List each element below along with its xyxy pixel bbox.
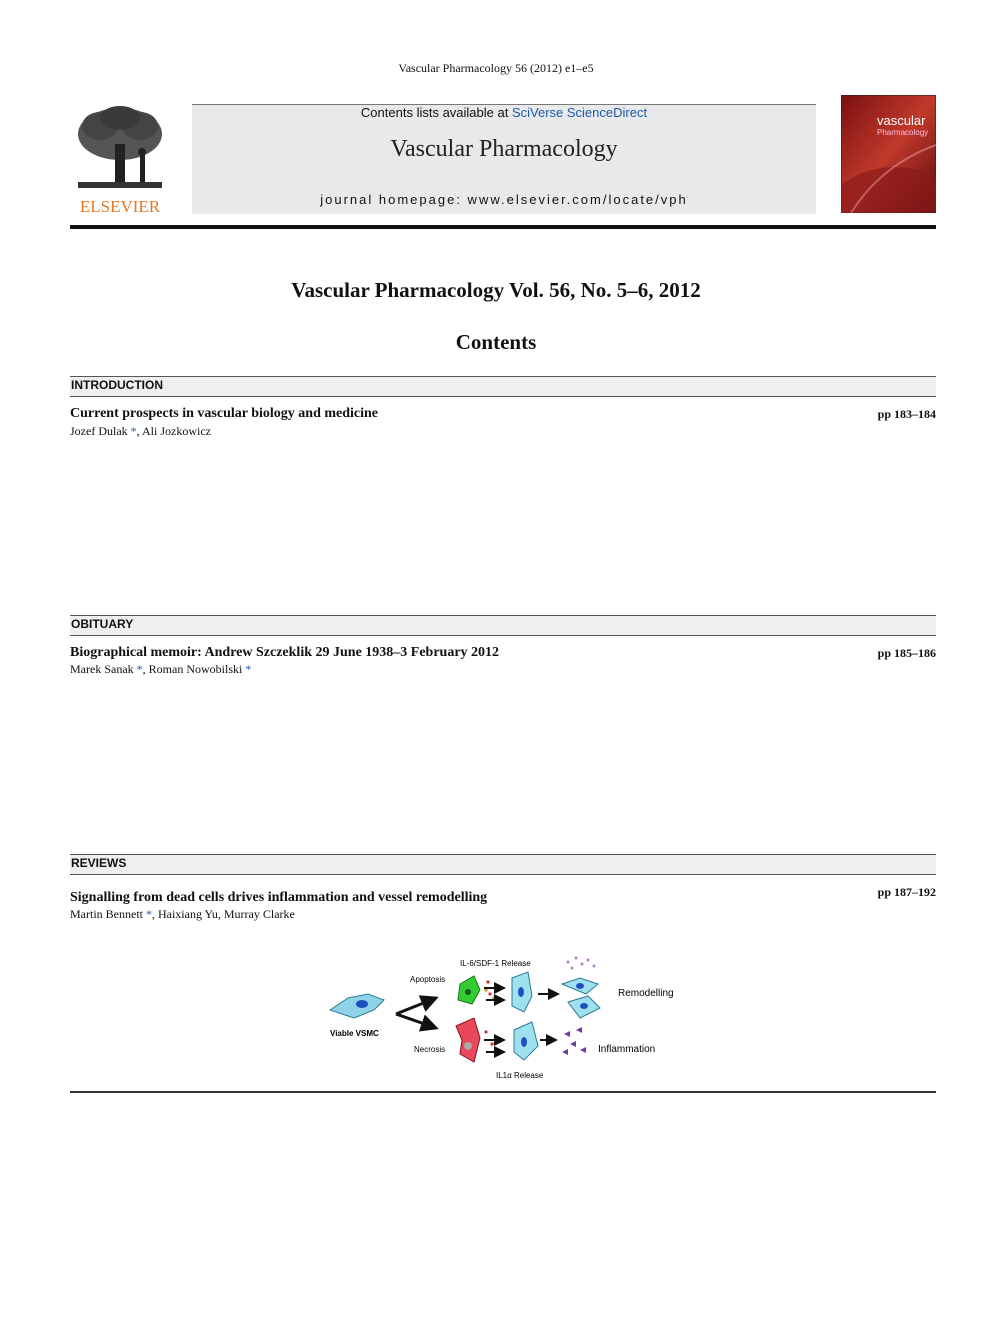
article-title[interactable]: Current prospects in vascular biology and medicine bbox=[70, 406, 379, 421]
author: Marek Sanak bbox=[70, 662, 134, 676]
section-band-reviews bbox=[70, 854, 936, 875]
section-band-obituary bbox=[70, 615, 936, 636]
section-band-introduction bbox=[70, 376, 936, 397]
inflammatory-signal-icon bbox=[562, 1027, 586, 1055]
author: Roman Nowobilski bbox=[148, 662, 243, 676]
arrow-apoptosis bbox=[396, 998, 436, 1014]
corresponding-author-mark[interactable]: * bbox=[145, 907, 152, 921]
author: Murray Clarke bbox=[223, 907, 295, 921]
article-title[interactable]: Biographical memoir: Andrew Szczeklik 29 June 1938–3 February 2012 bbox=[70, 645, 500, 660]
sciencedirect-link[interactable]: SciVerse ScienceDirect bbox=[511, 105, 648, 120]
elsevier-logo bbox=[70, 104, 170, 216]
contents-available bbox=[192, 105, 816, 120]
section-label: INTRODUCTION bbox=[71, 378, 163, 392]
label-inflammation: Inflammation bbox=[598, 1044, 656, 1055]
article-pages: pp 187–192 bbox=[877, 885, 936, 899]
necrotic-cell-icon bbox=[456, 1018, 480, 1062]
elsevier-wordmark: ELSEVIER bbox=[79, 197, 161, 216]
section-label: REVIEWS bbox=[71, 856, 127, 870]
article-pages: pp 185–186 bbox=[877, 646, 936, 660]
label-necrosis: Necrosis bbox=[414, 1045, 446, 1054]
cover-subtitle: Pharmacology bbox=[877, 128, 929, 137]
contents-heading: Contents bbox=[455, 330, 537, 354]
graphical-abstract bbox=[318, 948, 698, 1080]
label-viable: Viable VSMC bbox=[330, 1029, 379, 1038]
author: Martin Bennett bbox=[70, 907, 143, 921]
article-authors: Marek Sanak *, Roman Nowobilski * bbox=[70, 662, 252, 676]
header-rule bbox=[70, 225, 936, 229]
article-title[interactable]: Signalling from dead cells drives inflammation and vessel remodelling bbox=[70, 890, 488, 905]
label-il6: IL-6/SDF-1 Release bbox=[460, 959, 531, 968]
corresponding-author-mark[interactable]: * bbox=[245, 662, 252, 676]
running-head: Vascular Pharmacology 56 (2012) e1–e5 bbox=[398, 61, 594, 75]
cover-title: vascular bbox=[877, 113, 926, 128]
article-authors: Martin Bennett *, Haixiang Yu, Murray Clarke bbox=[70, 907, 295, 921]
label-il1a: IL1α Release bbox=[496, 1071, 544, 1080]
issue-title: Vascular Pharmacology Vol. 56, No. 5–6, 2012 bbox=[291, 278, 701, 302]
corresponding-author-mark[interactable]: * bbox=[136, 662, 143, 676]
author: Ali Jozkowicz bbox=[142, 424, 211, 438]
label-apoptosis: Apoptosis bbox=[410, 975, 446, 984]
journal-homepage[interactable]: journal homepage: www.elsevier.com/locate/vph bbox=[320, 192, 688, 207]
contents-prefix: Contents lists available at bbox=[360, 105, 512, 120]
article-authors: Jozef Dulak *, Ali Jozkowicz bbox=[70, 424, 211, 438]
label-remodelling: Remodelling bbox=[618, 988, 674, 999]
bottom-rule bbox=[70, 1091, 936, 1093]
journal-cover bbox=[841, 95, 936, 213]
remodelling-cells-icon bbox=[562, 957, 600, 1019]
section-label: OBITUARY bbox=[71, 617, 134, 631]
arrow-necrosis bbox=[396, 1014, 436, 1028]
journal-title: Vascular Pharmacology bbox=[390, 136, 618, 162]
author: Haixiang Yu bbox=[157, 907, 218, 921]
article-pages: pp 183–184 bbox=[877, 407, 936, 421]
corresponding-author-mark[interactable]: * bbox=[130, 424, 137, 438]
author: Jozef Dulak bbox=[70, 424, 128, 438]
